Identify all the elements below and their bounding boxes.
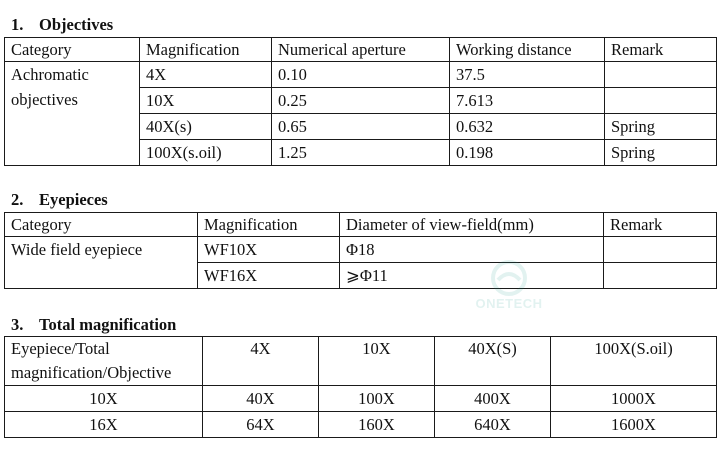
- diameter-cell: Φ18: [340, 237, 604, 263]
- objective-col-header: 40X(S): [435, 337, 551, 386]
- magnification-cell: 10X: [140, 88, 272, 114]
- total-cell: 640X: [435, 412, 551, 438]
- total-cell: 160X: [319, 412, 435, 438]
- total-heading: [11, 316, 176, 334]
- table-row: [5, 386, 717, 412]
- total-cell: 40X: [203, 386, 319, 412]
- total-heading-title: Total magnification: [39, 315, 177, 334]
- remark-cell: [604, 263, 717, 289]
- magnification-cell: 100X(s.oil): [140, 140, 272, 166]
- category-line-2: objectives: [11, 90, 78, 109]
- remark-cell: [605, 88, 717, 114]
- header-category: Category: [5, 213, 198, 237]
- eyepieces-heading-number: 2.: [11, 190, 24, 209]
- distance-cell: 37.5: [450, 62, 605, 88]
- total-magnification-table: [4, 336, 717, 438]
- objectives-table: [4, 37, 717, 166]
- aperture-cell: 0.65: [272, 114, 450, 140]
- magnification-cell: WF10X: [198, 237, 340, 263]
- table-row: [5, 412, 717, 438]
- total-cell: 1600X: [551, 412, 717, 438]
- remark-cell: Spring: [605, 114, 717, 140]
- magnification-cell: 40X(s): [140, 114, 272, 140]
- total-cell: 100X: [319, 386, 435, 412]
- total-heading-number: 3.: [11, 315, 24, 334]
- objective-col-header: 4X: [203, 337, 319, 386]
- distance-cell: 0.198: [450, 140, 605, 166]
- table-row: [5, 62, 717, 88]
- eyepieces-header-row: [5, 213, 717, 237]
- header-magnification: Magnification: [140, 38, 272, 62]
- category-line-1: Achromatic: [11, 65, 89, 84]
- header-magnification: Magnification: [198, 213, 340, 237]
- objective-col-header: 100X(S.oil): [551, 337, 717, 386]
- remark-cell: [605, 62, 717, 88]
- diameter-cell: ⩾Φ11: [340, 263, 604, 289]
- header-remark: Remark: [604, 213, 717, 237]
- total-cell: 400X: [435, 386, 551, 412]
- header-category: Category: [5, 38, 140, 62]
- corner-line-2: magnification/Objective: [11, 363, 172, 382]
- objectives-heading-title: Objectives: [39, 15, 114, 34]
- eyepiece-row-header: 10X: [5, 386, 203, 412]
- total-cell: 1000X: [551, 386, 717, 412]
- objectives-heading-number: 1.: [11, 15, 24, 34]
- remark-cell: [604, 237, 717, 263]
- header-remark: Remark: [605, 38, 717, 62]
- eyepiece-row-header: 16X: [5, 412, 203, 438]
- eyepieces-heading: [11, 191, 108, 209]
- magnification-cell: 4X: [140, 62, 272, 88]
- distance-cell: 7.613: [450, 88, 605, 114]
- header-diameter: Diameter of view-field(mm): [340, 213, 604, 237]
- category-cell: [5, 62, 140, 166]
- watermark-text: ONETECH: [475, 296, 543, 311]
- aperture-cell: 0.10: [272, 62, 450, 88]
- aperture-cell: 0.25: [272, 88, 450, 114]
- objectives-header-row: [5, 38, 717, 62]
- total-cell: 64X: [203, 412, 319, 438]
- aperture-cell: 1.25: [272, 140, 450, 166]
- eyepieces-heading-title: Eyepieces: [39, 190, 108, 209]
- header-numerical-aperture: Numerical aperture: [272, 38, 450, 62]
- corner-line-1: Eyepiece/Total: [11, 339, 110, 358]
- category-cell: Wide field eyepiece: [5, 237, 198, 289]
- corner-cell: [5, 337, 203, 386]
- objective-col-header: 10X: [319, 337, 435, 386]
- distance-cell: 0.632: [450, 114, 605, 140]
- objectives-heading: [11, 16, 113, 34]
- remark-cell: Spring: [605, 140, 717, 166]
- total-header-row: [5, 337, 717, 386]
- magnification-cell: WF16X: [198, 263, 340, 289]
- header-working-distance: Working distance: [450, 38, 605, 62]
- eyepieces-table: [4, 212, 717, 289]
- table-row: [5, 237, 717, 263]
